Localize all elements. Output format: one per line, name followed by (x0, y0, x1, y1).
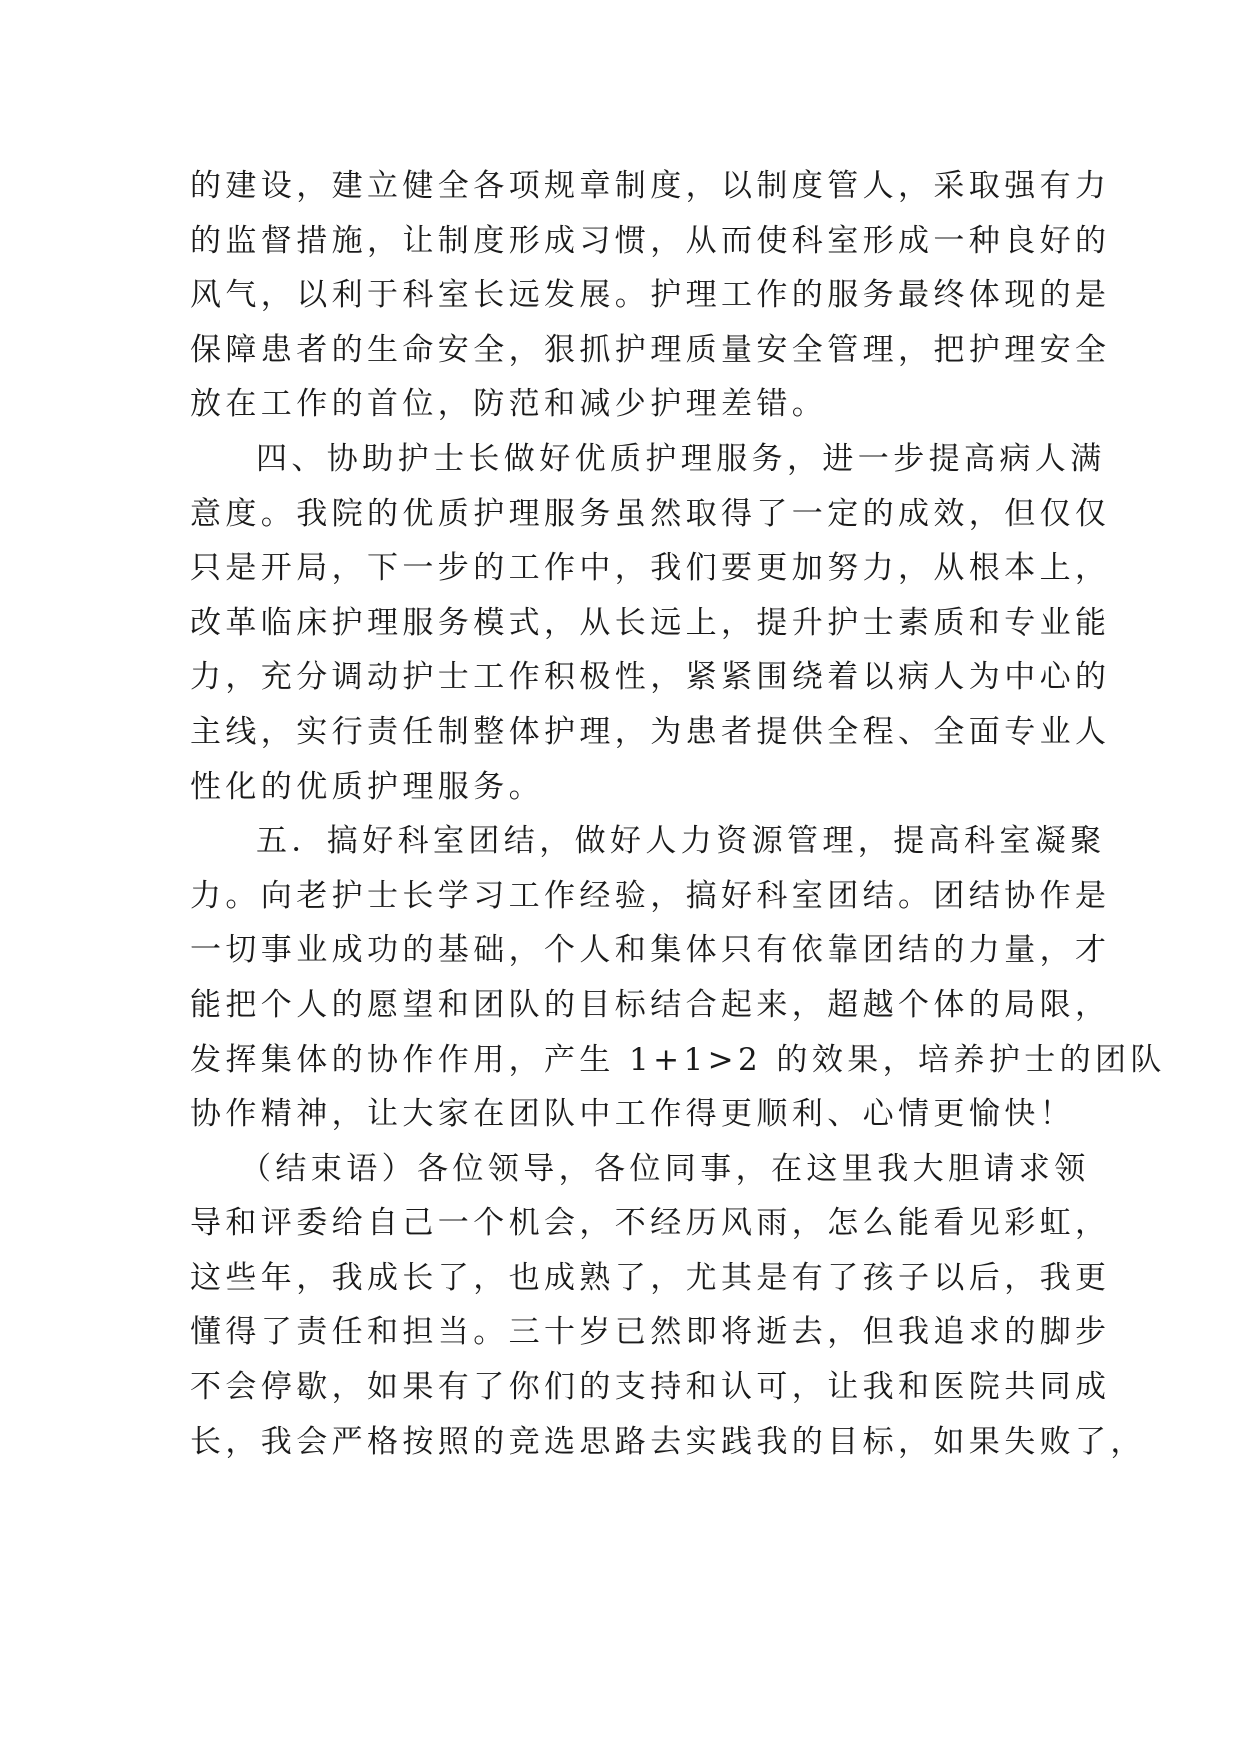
text-line: 保障患者的生命安全，狠抓护理质量安全管理，把护理安全 (190, 331, 1111, 368)
text-line: 的监督措施，让制度形成习惯，从而使科室形成一种良好的 (190, 222, 1111, 259)
document-body (190, 159, 1166, 1469)
text-line: 这些年，我成长了，也成熟了，尤其是有了孩子以后，我更 (190, 1259, 1111, 1296)
text-line: 意度。我院的优质护理服务虽然取得了一定的成效，但仅仅 (190, 495, 1111, 532)
text-line: 只是开局，下一步的工作中，我们要更加努力，从根本上， (190, 550, 1111, 587)
text-line: 能把个人的愿望和团队的目标结合起来，超越个体的局限， (190, 986, 1111, 1023)
text-line: 放在工作的首位，防范和减少护理差错。 (190, 386, 828, 423)
text-line: 力。向老护士长学习工作经验，搞好科室团结。团结协作是 (190, 877, 1111, 914)
text-line: 改革临床护理服务模式，从长远上，提升护士素质和专业能 (190, 604, 1111, 641)
text-line: 主线，实行责任制整体护理，为患者提供全程、全面专业人 (190, 713, 1111, 750)
text-line: 一切事业成功的基础，个人和集体只有依靠团结的力量，才 (190, 932, 1111, 969)
text-line: 长，我会严格按照的竞选思路去实践我的目标，如果失败了， (190, 1423, 1146, 1460)
paragraph-heading-four: 四、协助护士长做好优质护理服务，进一步提高病人满 (256, 440, 1106, 477)
text-line: 性化的优质护理服务。 (190, 768, 544, 805)
closing-remarks-start: （结束语）各位领导，各位同事，在这里我大胆请求领 (240, 1150, 1090, 1187)
paragraph-heading-five: 五．搞好科室团结，做好人力资源管理，提高科室凝聚 (256, 823, 1106, 860)
text-line: 的建设，建立健全各项规章制度，以制度管人，采取强有力 (190, 168, 1111, 204)
text-line: 不会停歇，如果有了你们的支持和认可，让我和医院共同成 (190, 1369, 1111, 1406)
text-line: 力，充分调动护士工作积极性，紧紧围绕着以病人为中心的 (190, 659, 1111, 696)
text-line: 协作精神，让大家在团队中工作得更顺利、心情更愉快！ (190, 1096, 1075, 1133)
text-line: 发挥集体的协作作用，产生 1+1>2 的效果，培养护士的团队 (190, 1041, 1166, 1078)
text-line: 导和评委给自己一个机会，不经历风雨，怎么能看见彩虹， (190, 1205, 1111, 1242)
text-line: 风气，以利于科室长远发展。护理工作的服务最终体现的是 (190, 277, 1111, 314)
text-line: 懂得了责任和担当。三十岁已然即将逝去，但我追求的脚步 (190, 1314, 1111, 1351)
